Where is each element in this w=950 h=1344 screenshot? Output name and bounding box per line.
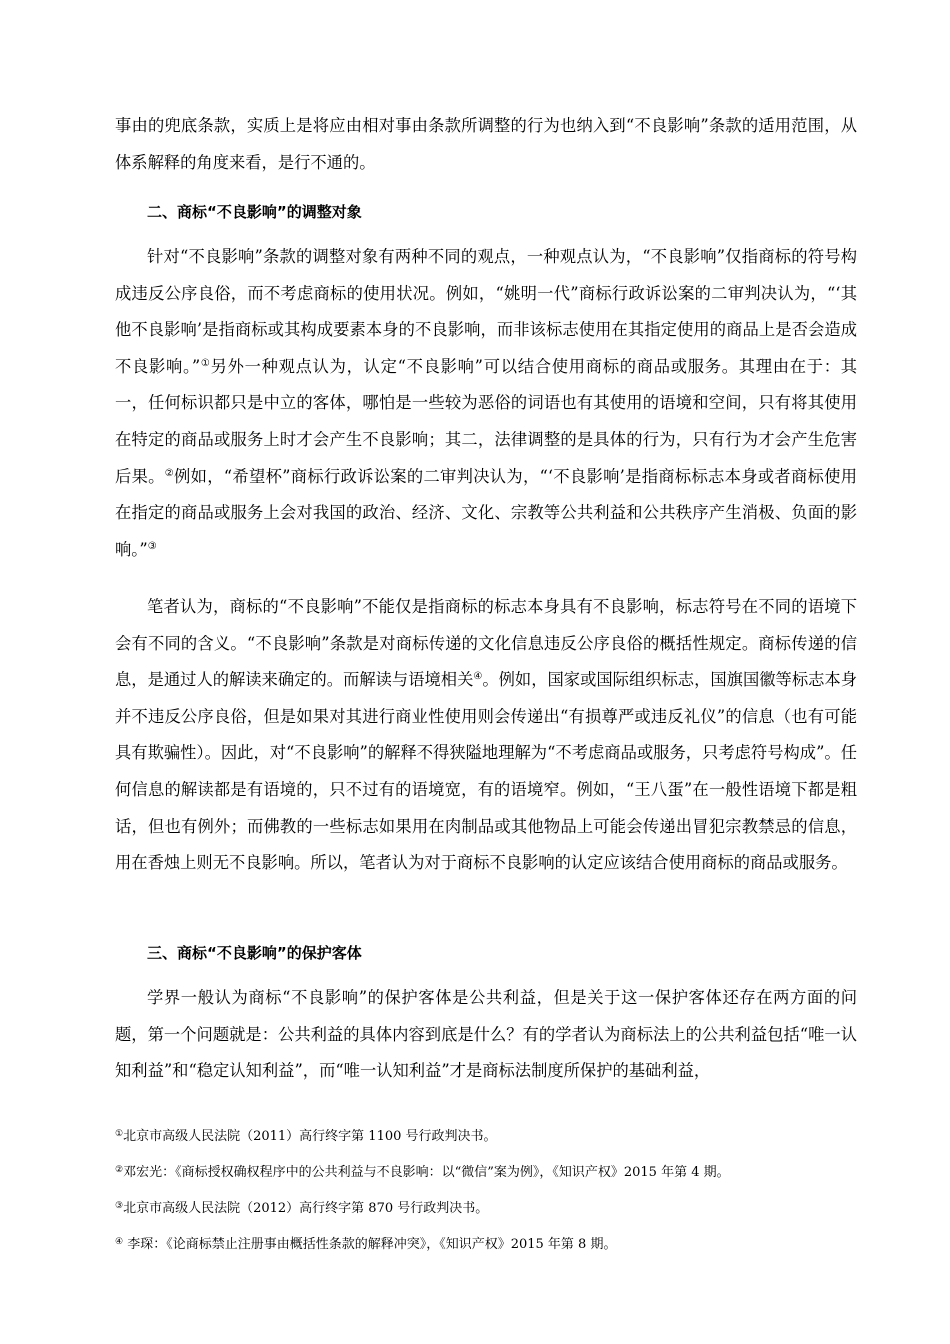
section-heading-2: 二、商标“不良影响”的调整对象: [147, 203, 362, 221]
footnote-2-text: 邓宏光：《商标授权确权程序中的公共利益与不良影响：以“微信”案为例》，《知识产权》2015 年第 4 期。: [123, 1165, 730, 1180]
footnote-2-mark: ②: [115, 1165, 124, 1175]
footnote-1-text: 北京市高级人民法院（2011）高行终字第 1100 号行政判决书。: [123, 1129, 497, 1144]
footnote-3-mark: ③: [115, 1201, 124, 1211]
footnote-4-mark: ④: [115, 1237, 124, 1247]
footnote-4-text: 李琛：《论商标禁止注册事由概括性条款的解释冲突》，《知识产权》2015 年第 8 期。: [123, 1237, 617, 1252]
footnote-3: [115, 1200, 875, 1218]
paragraph-2-text-b: 另外一种观点认为，认定“不良影响”可以结合使用商标的商品或服务。其理由在于：其一，任何标识都只是中立的客体，哪怕是一些较为恶俗的词语也有其使用的语境和空间，只有将其使用在特定的商品或服务上时才会产生不良影响；其二，法律调整的是具体的行为，只有行为才会产生危害后果。: [115, 356, 857, 486]
paragraph-4-text: 学界一般认为商标“不良影响”的保护客体是公共利益，但是关于这一保护客体还存在两方面的问题，第一个问题就是：公共利益的具体内容到底是什么？有的学者认为商标法上的公共利益包括“唯一认知利益”和“稳定认知利益”，而“唯一认知利益”才是商标法制度所保护的基础利益，: [115, 988, 857, 1081]
footnote-ref-1: ①: [200, 357, 211, 369]
footnote-4: [115, 1236, 875, 1254]
paragraph-intro-text: 事由的兜底条款，实质上是将应由相对事由条款所调整的行为也纳入到“不良影响”条款的适用范围，从体系解释的角度来看，是行不通的。: [115, 116, 857, 172]
paragraph-2-text-a: 针对“不良影响”条款的调整对象有两种不同的观点，一种观点认为，“不良影响”仅指商标的符号构成违反公序良俗，而不考虑商标的使用状况。例如，“姚明一代”商标行政诉讼案的二审判决认为，“‘其他不良影响’是指商标或其构成要素本身的不良影响，而非该标志使用在其指定使用的商品上是否会造成不良影响。”: [115, 247, 857, 376]
paragraph-3-text-b: 。例如，国家或国际组织标志，国旗国徽等标志本身并不违反公序良俗，但是如果对其进行商业性使用则会传递出“有损尊严或违反礼仪”的信息（也有可能具有欺骗性）。因此，对“不良影响”的解释不得狭隘地理解为“不考虑商品或服务，只考虑符号构成”。任何信息的解读都是有语境的，只不过有的语境宽，有的语境窄。例如，“王八蛋”在一般性语境下都是粗话，但也有例外；而佛教的一些标志如果用在肉制品或其他物品上可能会传递出冒犯宗教禁忌的信息，用在香烛上则无不良影响。所以，笔者认为对于商标不良影响的认定应该结合使用商标的商品或服务。: [115, 670, 857, 873]
footnote-1-mark: ①: [115, 1129, 124, 1139]
footnote-ref-4: ④: [473, 671, 483, 683]
paragraph-3: [115, 589, 857, 882]
paragraph-4: [115, 980, 857, 1090]
paragraph-2-text-c: 例如，“希望杯”商标行政诉讼案的二审判决认为，“‘不良影响’是指商标标志本身或者商标使用在指定的商品或服务上会对我国的政治、经济、文化、宗教等公共利益和公共秩序产生消极、负面的影响。”: [115, 466, 857, 559]
footnote-ref-3: ③: [147, 540, 157, 552]
footnote-ref-2: ②: [164, 467, 175, 479]
paragraph-3-text-a: 笔者认为，商标的“不良影响”不能仅是指商标的标志本身具有不良影响，标志符号在不同的语境下会有不同的含义。“不良影响”条款是对商标传递的文化信息违反公序良俗的概括性规定。商标传递的信息，是通过人的解读来确定的。而解读与语境相关: [115, 597, 857, 690]
paragraph-2: [115, 239, 857, 568]
footnote-2: [115, 1164, 875, 1182]
footnote-3-text: 北京市高级人民法院（2012）高行终字第 870 号行政判决书。: [123, 1201, 489, 1216]
section-heading-3: 三、商标“不良影响”的保护客体: [147, 944, 362, 962]
paragraph-intro: [115, 108, 857, 181]
footnote-1: [115, 1128, 875, 1146]
